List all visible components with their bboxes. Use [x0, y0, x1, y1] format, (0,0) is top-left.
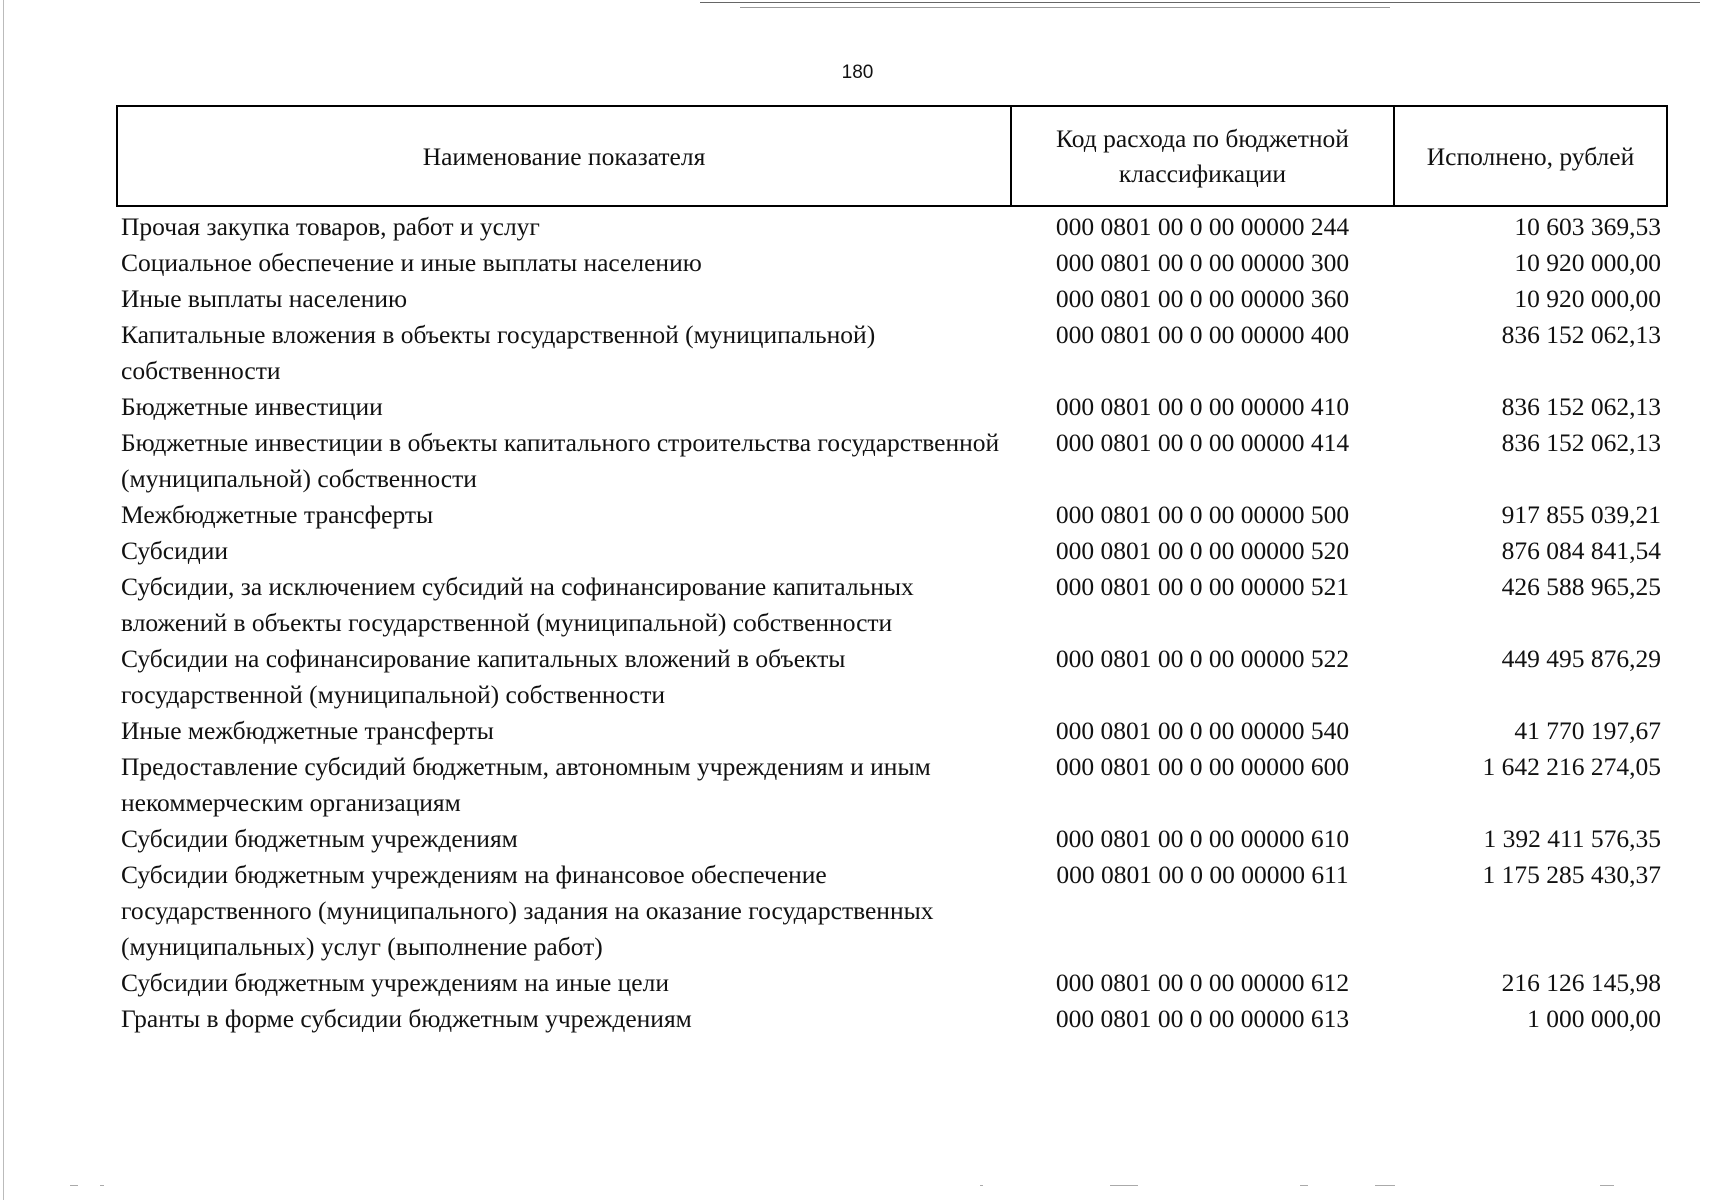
executed-amount-cell: 1 175 285 430,37 — [1482, 860, 1661, 889]
table-header — [117, 106, 1667, 206]
budget-code-cell: 000 0801 00 0 00 00000 613 — [1055, 1004, 1350, 1033]
indicator-name-cell: Субсидии бюджетным учреждениям на финансовое обеспечение государственного (муниципального) задания на оказание государственных (муниципальных) услуг (выполнение работ) — [121, 860, 934, 961]
indicator-name-cell: Иные межбюджетные трансферты — [121, 716, 494, 745]
indicator-name-cell: Субсидии на софинансирование капитальных вложений в объекты государственной (муниципальной) собственности — [121, 644, 846, 709]
budget-code-cell: 000 0801 00 0 00 00000 611 — [1056, 860, 1349, 889]
table-row — [117, 965, 1667, 1001]
indicator-name-cell: Бюджетные инвестиции в объекты капитального строительства государственной (муниципальной) собственности — [121, 428, 1000, 493]
executed-amount-cell: 1 642 216 274,05 — [1482, 752, 1661, 781]
executed-amount-cell: 876 084 841,54 — [1501, 536, 1661, 565]
table-row — [117, 533, 1667, 569]
executed-amount-cell: 917 855 039,21 — [1501, 500, 1661, 529]
top-scan-rule-inner — [740, 7, 1390, 8]
top-scan-rule — [700, 2, 1700, 3]
table-row — [117, 1001, 1667, 1037]
indicator-name-cell: Иные выплаты населению — [121, 284, 408, 313]
indicator-name-cell: Гранты в форме субсидии бюджетным учреждениям — [121, 1004, 692, 1033]
budget-code-cell: 000 0801 00 0 00 00000 400 — [1055, 320, 1350, 349]
budget-code-cell: 000 0801 00 0 00 00000 244 — [1055, 212, 1350, 241]
budget-code-cell: 000 0801 00 0 00 00000 612 — [1055, 968, 1350, 997]
executed-amount-cell: 836 152 062,13 — [1501, 320, 1661, 349]
indicator-name-cell: Субсидии — [121, 536, 228, 565]
executed-amount-cell: 1 000 000,00 — [1527, 1004, 1661, 1033]
scan-speck — [1300, 1185, 1308, 1186]
budget-code-cell: 000 0801 00 0 00 00000 540 — [1055, 716, 1350, 745]
table-row — [117, 641, 1667, 713]
scan-speck — [1600, 1185, 1614, 1186]
executed-amount-cell: 449 495 876,29 — [1501, 644, 1661, 673]
table-row — [117, 713, 1667, 749]
table-header-row — [117, 106, 1667, 206]
scan-speck — [980, 1185, 983, 1186]
table-row — [117, 425, 1667, 497]
indicator-name-cell: Предоставление субсидий бюджетным, автономным учреждениям и иным некоммерческим организациям — [121, 752, 931, 817]
budget-code-cell: 000 0801 00 0 00 00000 360 — [1055, 284, 1350, 313]
budget-code-cell: 000 0801 00 0 00 00000 610 — [1055, 824, 1350, 853]
indicator-name-cell: Субсидии, за исключением субсидий на софинансирование капитальных вложений в объекты государственной (муниципальной) собственности — [121, 572, 914, 637]
table-row — [117, 317, 1667, 389]
scan-speck — [1375, 1185, 1395, 1186]
executed-amount-cell: 836 152 062,13 — [1501, 392, 1661, 421]
table-row — [117, 821, 1667, 857]
indicator-name-cell: Социальное обеспечение и иные выплаты населению — [121, 248, 702, 277]
indicator-name-cell: Прочая закупка товаров, работ и услуг — [121, 212, 540, 241]
table-row — [117, 281, 1667, 317]
table-row — [117, 245, 1667, 281]
header-indicator-name: Наименование показателя — [117, 106, 1011, 206]
budget-code-cell: 000 0801 00 0 00 00000 300 — [1055, 248, 1350, 277]
executed-amount-cell: 426 588 965,25 — [1501, 572, 1661, 601]
table-row — [117, 857, 1667, 965]
table-row — [117, 206, 1667, 245]
budget-code-cell: 000 0801 00 0 00 00000 521 — [1055, 572, 1350, 601]
budget-expenditure-table — [116, 105, 1668, 1037]
indicator-name-cell: Капитальные вложения в объекты государственной (муниципальной) собственности — [121, 320, 876, 385]
budget-code-cell: 000 0801 00 0 00 00000 414 — [1055, 428, 1350, 457]
indicator-name-cell: Бюджетные инвестиции — [121, 392, 383, 421]
left-scan-edge — [3, 0, 4, 1200]
table-row — [117, 749, 1667, 821]
executed-amount-cell: 10 920 000,00 — [1514, 248, 1661, 277]
budget-code-cell: 000 0801 00 0 00 00000 600 — [1055, 752, 1350, 781]
table-row — [117, 389, 1667, 425]
budget-code-cell: 000 0801 00 0 00 00000 410 — [1055, 392, 1350, 421]
indicator-name-cell: Межбюджетные трансферты — [121, 500, 434, 529]
executed-amount-cell: 1 392 411 576,35 — [1483, 824, 1661, 853]
table-row — [117, 569, 1667, 641]
scan-speck — [100, 1185, 104, 1186]
indicator-name-cell: Субсидии бюджетным учреждениям на иные цели — [121, 968, 669, 997]
header-budget-code: Код расхода по бюджетной классификации — [1011, 106, 1394, 206]
page-number: 180 — [841, 62, 874, 83]
table-row — [117, 497, 1667, 533]
executed-amount-cell: 41 770 197,67 — [1514, 716, 1661, 745]
executed-amount-cell: 10 603 369,53 — [1514, 212, 1661, 241]
header-executed-amount: Исполнено, рублей — [1394, 106, 1667, 206]
executed-amount-cell: 216 126 145,98 — [1501, 968, 1661, 997]
scan-speck — [1110, 1185, 1138, 1186]
budget-code-cell: 000 0801 00 0 00 00000 522 — [1055, 644, 1350, 673]
executed-amount-cell: 10 920 000,00 — [1514, 284, 1661, 313]
executed-amount-cell: 836 152 062,13 — [1501, 428, 1661, 457]
scan-speck — [70, 1185, 78, 1186]
scan-noise — [0, 1185, 1715, 1191]
indicator-name-cell: Субсидии бюджетным учреждениям — [121, 824, 518, 853]
budget-code-cell: 000 0801 00 0 00 00000 500 — [1055, 500, 1350, 529]
budget-code-cell: 000 0801 00 0 00 00000 520 — [1055, 536, 1350, 565]
table-body — [117, 206, 1667, 1037]
